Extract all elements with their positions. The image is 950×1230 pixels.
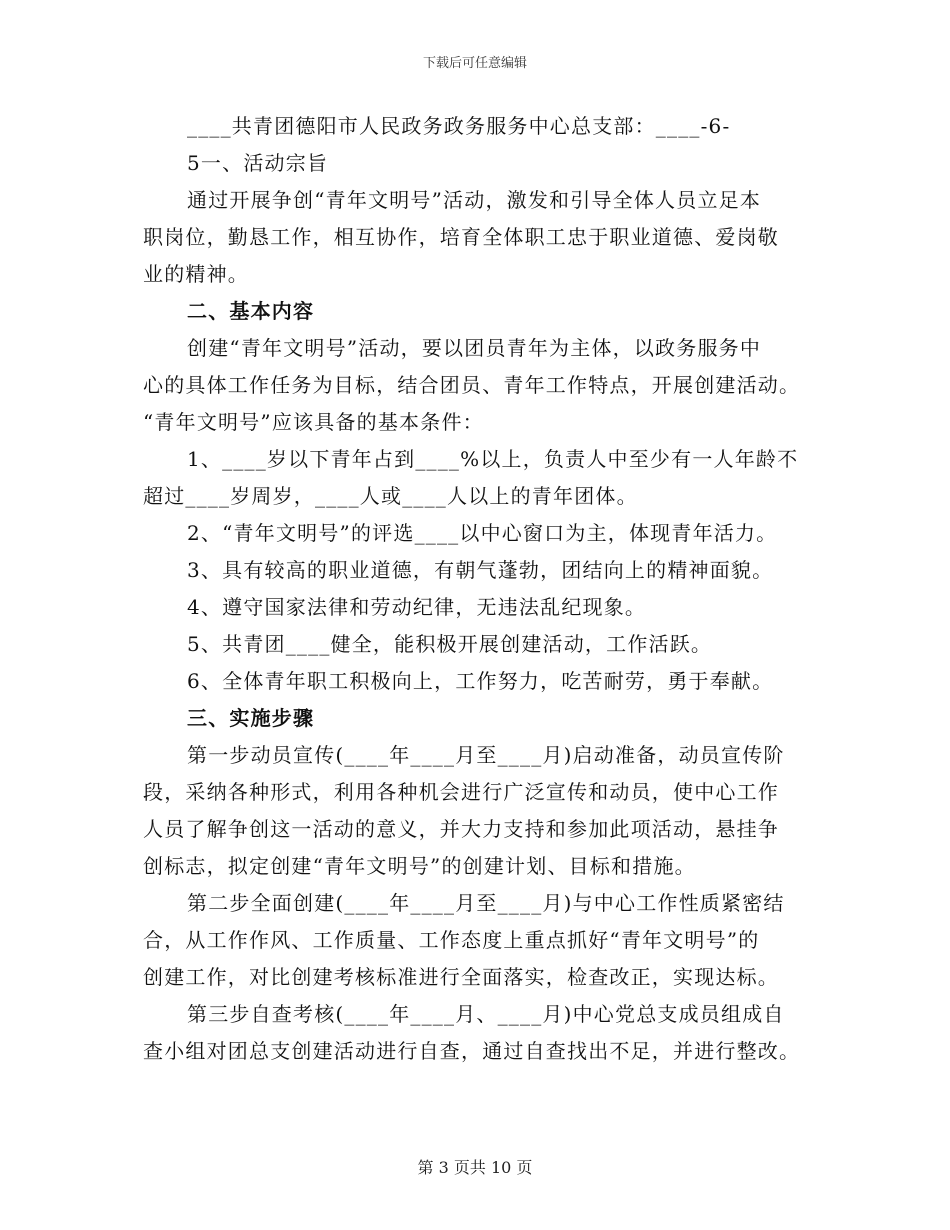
section-heading: 三、实施步骤 [187, 706, 315, 730]
text-line: 第二步全面创建(____年____月至____月)与中心工作性质紧密结 [187, 891, 785, 915]
text-line: 查小组对团总支创建活动进行自查，通过自查找出不足，并进行整改。 [143, 1039, 801, 1063]
text-line: 4、遵守国家法律和劳动纪律，无违法乱纪现象。 [187, 595, 647, 619]
text-line: 3、具有较高的职业道德，有朝气蓬勃，团结向上的精神面貌。 [187, 558, 774, 582]
text-line: 5一、活动宗旨 [187, 151, 329, 175]
text-line: 创建“青年文明号”活动，要以团员青年为主体，以政务服务中 [187, 336, 762, 360]
text-line: 人员了解争创这一活动的意义，并大力支持和参加此项活动，悬挂争 [143, 817, 779, 841]
text-line: 第三步自查考核(____年____月、____月)中心党总支成员组成自 [187, 1002, 785, 1026]
text-line: 心的具体工作任务为目标，结合团员、青年工作特点，开展创建活动。 [143, 373, 801, 397]
document-body [143, 108, 813, 1070]
text-line: 职岗位，勤恳工作，相互协作，培育全体职工忠于职业道德、爱岗敬 [143, 225, 779, 249]
page-header: 下载后可任意编辑 [422, 56, 527, 71]
text-line: 6、全体青年职工积极向上，工作努力，吃苦耐劳，勇于奉献。 [187, 669, 774, 693]
text-line: 创标志，拟定创建“青年文明号”的创建计划、目标和措施。 [143, 854, 696, 878]
text-line: 超过____岁周岁，____人或____人以上的青年团体。 [143, 484, 638, 508]
text-line: 通过开展争创“青年文明号”活动，激发和引导全体人员立足本 [187, 188, 762, 212]
text-line: 合，从工作作风、工作质量、工作态度上重点抓好“青年文明号”的 [143, 928, 760, 952]
text-line: 段，采纳各种形式，利用各种机会进行广泛宣传和动员，使中心工作 [143, 780, 779, 804]
section-heading: 二、基本内容 [187, 299, 315, 323]
text-line: “青年文明号”应该具备的基本条件： [143, 410, 484, 434]
text-line: 5、共青团____健全，能积极开展创建活动，工作活跃。 [187, 632, 713, 656]
text-line: ____共青团德阳市人民政务政务服务中心总支部：____-6- [187, 114, 731, 138]
text-line: 1、____岁以下青年占到____%以上，负责人中至少有一人年龄不 [187, 447, 799, 471]
text-line: 2、“青年文明号”的评选____以中心窗口为主，体现青年活力。 [187, 521, 778, 545]
text-line: 业的精神。 [143, 262, 249, 286]
text-line: 第一步动员宣传(____年____月至____月)启动准备，动员宣传阶 [187, 743, 785, 767]
page-footer: 第 3 页共 10 页 [417, 1158, 533, 1177]
text-line: 创建工作，对比创建考核标准进行全面落实，检查改正，实现达标。 [143, 965, 779, 989]
